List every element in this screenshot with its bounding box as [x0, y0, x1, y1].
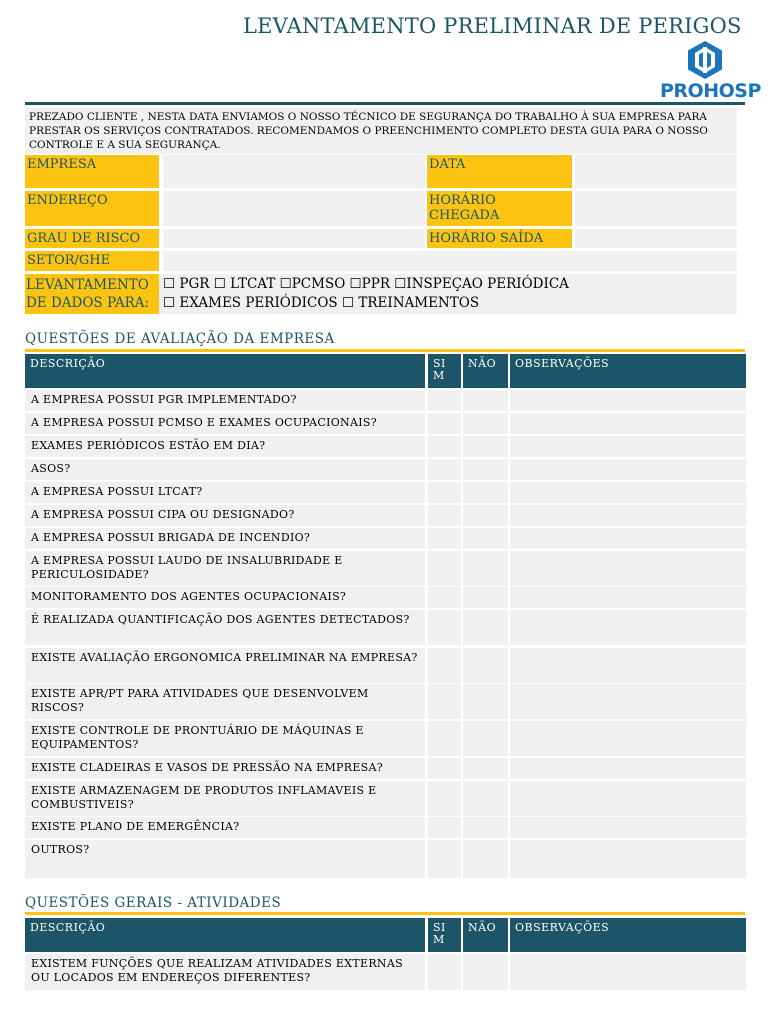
- page-title: LEVANTAMENTO PRELIMINAR DE PERIGOS: [243, 14, 742, 38]
- nao-cell[interactable]: [463, 413, 508, 434]
- table-row: [25, 528, 746, 549]
- options-line-1[interactable]: ☐ PGR ☐ LTCAT ☐PCMSO ☐PPR ☐INSPEÇAO PERIÓDICA: [163, 276, 569, 292]
- label-setor: SETOR/GHE: [25, 251, 159, 271]
- sim-cell[interactable]: [428, 413, 461, 434]
- prohosp-logo-icon: [685, 40, 725, 80]
- table-row: [25, 551, 746, 586]
- question-text: A EMPRESA POSSUI LAUDO DE INSALUBRIDADE E PERICULOSIDADE?: [25, 551, 425, 586]
- question-text: EXISTE AVALIAÇÃO ERGONOMICA PRELIMINAR NA EMPRESA?: [25, 648, 425, 683]
- nao-cell[interactable]: [463, 758, 508, 779]
- table-row: [25, 648, 746, 683]
- question-text: A EMPRESA POSSUI PCMSO E EXAMES OCUPACIONAIS?: [25, 413, 425, 434]
- nao-cell[interactable]: [463, 390, 508, 411]
- endereco-field[interactable]: [163, 191, 425, 226]
- grau-risco-field[interactable]: [163, 229, 425, 248]
- table-row: [25, 413, 746, 434]
- setor-field[interactable]: [163, 251, 737, 271]
- observacoes-cell[interactable]: [510, 684, 746, 719]
- observacoes-cell[interactable]: [510, 436, 746, 457]
- nao-cell[interactable]: [463, 954, 508, 990]
- question-text: ASOS?: [25, 459, 425, 480]
- question-text: EXISTE PLANO DE EMERGÊNCIA?: [25, 817, 425, 838]
- question-text: EXAMES PERIÓDICOS ESTÃO EM DIA?: [25, 436, 425, 457]
- label-levantamento-line2: DE DADOS PARA:: [26, 295, 150, 311]
- horario-chegada-field[interactable]: [575, 191, 737, 226]
- prohosp-logo: [660, 40, 761, 102]
- col-nao: NÃO: [463, 354, 508, 388]
- table-row: [25, 684, 746, 719]
- col-sim: SI M: [428, 354, 461, 388]
- table-row: [25, 610, 746, 645]
- sim-cell[interactable]: [428, 505, 461, 526]
- sim-cell[interactable]: [428, 436, 461, 457]
- sim-cell[interactable]: [428, 390, 461, 411]
- section-title-atividades: QUESTÕES GERAIS - ATIVIDADES: [25, 895, 282, 911]
- observacoes-cell[interactable]: [510, 781, 746, 816]
- data-field[interactable]: [575, 155, 737, 188]
- form-row-setor: [25, 251, 737, 271]
- brand-name: PROHOSP: [660, 80, 761, 102]
- levantamento-options[interactable]: [159, 274, 737, 314]
- col-descricao: DESCRIÇÃO: [25, 354, 425, 388]
- nao-cell[interactable]: [463, 721, 508, 756]
- label-levantamento-line1: LEVANTAMENTO: [26, 277, 149, 293]
- col-observacoes: OBSERVAÇÕES: [510, 354, 746, 388]
- empresa-field[interactable]: [163, 155, 425, 188]
- question-text: EXISTE CONTROLE DE PRONTUÁRIO DE MÁQUINAS E EQUIPAMENTOS?: [25, 721, 425, 756]
- question-text: A EMPRESA POSSUI PGR IMPLEMENTADO?: [25, 390, 425, 411]
- observacoes-cell[interactable]: [510, 459, 746, 480]
- table-header-atividades: [25, 918, 746, 952]
- question-text: A EMPRESA POSSUI BRIGADA DE INCENDIO?: [25, 528, 425, 549]
- sim-cell[interactable]: [428, 648, 461, 683]
- table-row: [25, 505, 746, 526]
- label-grau-risco: GRAU DE RISCO: [25, 229, 159, 248]
- question-text: A EMPRESA POSSUI CIPA OU DESIGNADO?: [25, 505, 425, 526]
- nao-cell[interactable]: [463, 684, 508, 719]
- col-sim: SI M: [428, 918, 461, 952]
- table-row: [25, 817, 746, 838]
- horario-saida-field[interactable]: [575, 229, 737, 248]
- sim-cell[interactable]: [428, 587, 461, 608]
- table-row: [25, 482, 746, 503]
- nao-cell[interactable]: [463, 781, 508, 816]
- label-levantamento: [25, 274, 159, 314]
- table-row: [25, 954, 746, 990]
- sim-cell[interactable]: [428, 459, 461, 480]
- nao-cell[interactable]: [463, 817, 508, 838]
- observacoes-cell[interactable]: [510, 390, 746, 411]
- table-row: [25, 758, 746, 779]
- col-observacoes: OBSERVAÇÕES: [510, 918, 746, 952]
- observacoes-cell[interactable]: [510, 954, 746, 990]
- sim-cell[interactable]: [428, 721, 461, 756]
- question-text: EXISTE ARMAZENAGEM DE PRODUTOS INFLAMAVEIS E COMBUSTIVEIS?: [25, 781, 425, 816]
- observacoes-cell[interactable]: [510, 551, 746, 586]
- question-text: EXISTEM FUNÇÕES QUE REALIZAM ATIVIDADES EXTERNAS OU LOCADOS EM ENDEREÇOS DIFERENTES?: [25, 954, 425, 990]
- question-text: OUTROS?: [25, 840, 425, 878]
- label-horario-chegada: HORÁRIO CHEGADA: [427, 191, 572, 226]
- table-row: [25, 721, 746, 756]
- question-text: EXISTE CLADEIRAS E VASOS DE PRESSÃO NA EMPRESA?: [25, 758, 425, 779]
- label-empresa: EMPRESA: [25, 155, 159, 188]
- table-row: [25, 781, 746, 816]
- nao-cell[interactable]: [463, 436, 508, 457]
- sim-cell[interactable]: [428, 840, 461, 878]
- section-divider-atividades: [25, 912, 745, 915]
- form-row-grau-risco: [25, 229, 737, 248]
- observacoes-cell[interactable]: [510, 840, 746, 878]
- form-row-endereco: [25, 191, 737, 226]
- nao-cell[interactable]: [463, 528, 508, 549]
- form-row-levantamento: [25, 274, 737, 314]
- question-text: A EMPRESA POSSUI LTCAT?: [25, 482, 425, 503]
- label-endereco: ENDEREÇO: [25, 191, 159, 226]
- col-descricao: DESCRIÇÃO: [25, 918, 425, 952]
- table-row: [25, 390, 746, 411]
- nao-cell[interactable]: [463, 459, 508, 480]
- nao-cell[interactable]: [463, 551, 508, 586]
- sim-cell[interactable]: [428, 954, 461, 990]
- sim-cell[interactable]: [428, 482, 461, 503]
- observacoes-cell[interactable]: [510, 505, 746, 526]
- table-row: [25, 840, 746, 878]
- observacoes-cell[interactable]: [510, 587, 746, 608]
- nao-cell[interactable]: [463, 587, 508, 608]
- table-row: [25, 436, 746, 457]
- sim-cell[interactable]: [428, 528, 461, 549]
- nao-cell[interactable]: [463, 505, 508, 526]
- nao-cell[interactable]: [463, 482, 508, 503]
- observacoes-cell[interactable]: [510, 528, 746, 549]
- table-row: [25, 459, 746, 480]
- sim-cell[interactable]: [428, 758, 461, 779]
- section-divider-avaliacao: [25, 349, 745, 352]
- label-horario-saida: HORÁRIO SAÍDA: [427, 229, 572, 248]
- question-text: É REALIZADA QUANTIFICAÇÃO DOS AGENTES DETECTADOS?: [25, 610, 425, 645]
- section-title-avaliacao: QUESTÕES DE AVALIAÇÃO DA EMPRESA: [25, 331, 335, 347]
- intro-text: PREZADO CLIENTE , NESTA DATA ENVIAMOS O NOSSO TÉCNICO DE SEGURANÇA DO TRABALHO À SUA EMPRESA PARA PRESTAR OS SERVIÇOS CONTRATADOS. RECOMENDAMOS O PREENCHIMENTO COMPLETO DESTA GUIA PARA O NOSSO CONTROLE E A SUA SEGURANÇA.: [25, 108, 737, 154]
- observacoes-cell[interactable]: [510, 413, 746, 434]
- nao-cell[interactable]: [463, 648, 508, 683]
- sim-cell[interactable]: [428, 781, 461, 816]
- observacoes-cell[interactable]: [510, 817, 746, 838]
- col-nao: NÃO: [463, 918, 508, 952]
- question-text: EXISTE APR/PT PARA ATIVIDADES QUE DESENVOLVEM RISCOS?: [25, 684, 425, 719]
- sim-cell[interactable]: [428, 610, 461, 645]
- options-line-2[interactable]: ☐ EXAMES PERIÓDICOS ☐ TREINAMENTOS: [163, 295, 480, 311]
- label-data: DATA: [427, 155, 572, 188]
- header-divider: [25, 102, 745, 105]
- form-row-empresa: [25, 155, 737, 188]
- nao-cell[interactable]: [463, 610, 508, 645]
- sim-cell[interactable]: [428, 684, 461, 719]
- observacoes-cell[interactable]: [510, 758, 746, 779]
- nao-cell[interactable]: [463, 840, 508, 878]
- question-text: MONITORAMENTO DOS AGENTES OCUPACIONAIS?: [25, 587, 425, 608]
- table-row: [25, 587, 746, 608]
- observacoes-cell[interactable]: [510, 721, 746, 756]
- sim-cell[interactable]: [428, 551, 461, 586]
- observacoes-cell[interactable]: [510, 648, 746, 683]
- observacoes-cell[interactable]: [510, 482, 746, 503]
- observacoes-cell[interactable]: [510, 610, 746, 645]
- sim-cell[interactable]: [428, 817, 461, 838]
- table-header-avaliacao: [25, 354, 746, 388]
